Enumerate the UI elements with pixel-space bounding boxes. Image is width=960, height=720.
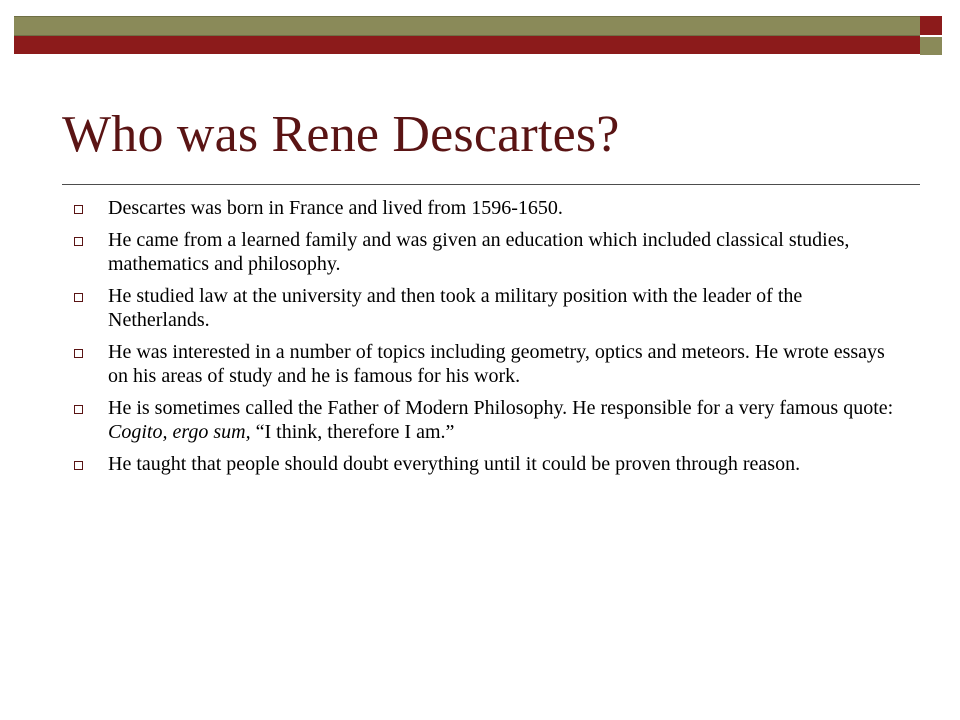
bullet-text-before: He is sometimes called the Father of Modern Philosophy. He responsible for a very famous quote: <box>108 397 894 419</box>
header-band-olive <box>14 16 920 36</box>
hollow-square-icon <box>74 293 83 302</box>
hollow-square-icon <box>74 405 83 414</box>
bullet-text: He studied law at the university and then took a military position with the leader of the Netherlands. <box>108 285 803 331</box>
hollow-square-icon <box>74 349 83 358</box>
latin-quote: Cogito, ergo sum, <box>108 421 251 443</box>
title-divider <box>62 184 920 185</box>
bullet-text: He taught that people should doubt everything until it could be proven through reason. <box>108 453 801 475</box>
bullet-text-after: “I think, therefore I am.” <box>250 421 455 443</box>
hollow-square-icon <box>74 205 83 214</box>
header-band-red <box>14 36 920 54</box>
bullet-item <box>74 284 904 332</box>
hollow-square-icon <box>74 461 83 470</box>
bullet-text: He came from a learned family and was given an education which included classical studies, mathematics and philosophy. <box>108 229 850 275</box>
hollow-square-icon <box>74 237 83 246</box>
bullet-item <box>74 452 904 476</box>
bullet-item <box>74 228 904 276</box>
bullet-list <box>74 196 904 484</box>
bullet-item <box>74 396 904 444</box>
bullet-text: He was interested in a number of topics including geometry, optics and meteors. He wrote essays on his areas of study and he is famous for his work. <box>108 341 885 387</box>
bullet-text: Descartes was born in France and lived from 1596-1650. <box>108 197 563 219</box>
bullet-item <box>74 196 904 220</box>
bullet-item <box>74 340 904 388</box>
slide-title: Who was Rene Descartes? <box>62 106 620 163</box>
corner-block-olive <box>920 37 942 55</box>
corner-block-red <box>920 16 942 35</box>
